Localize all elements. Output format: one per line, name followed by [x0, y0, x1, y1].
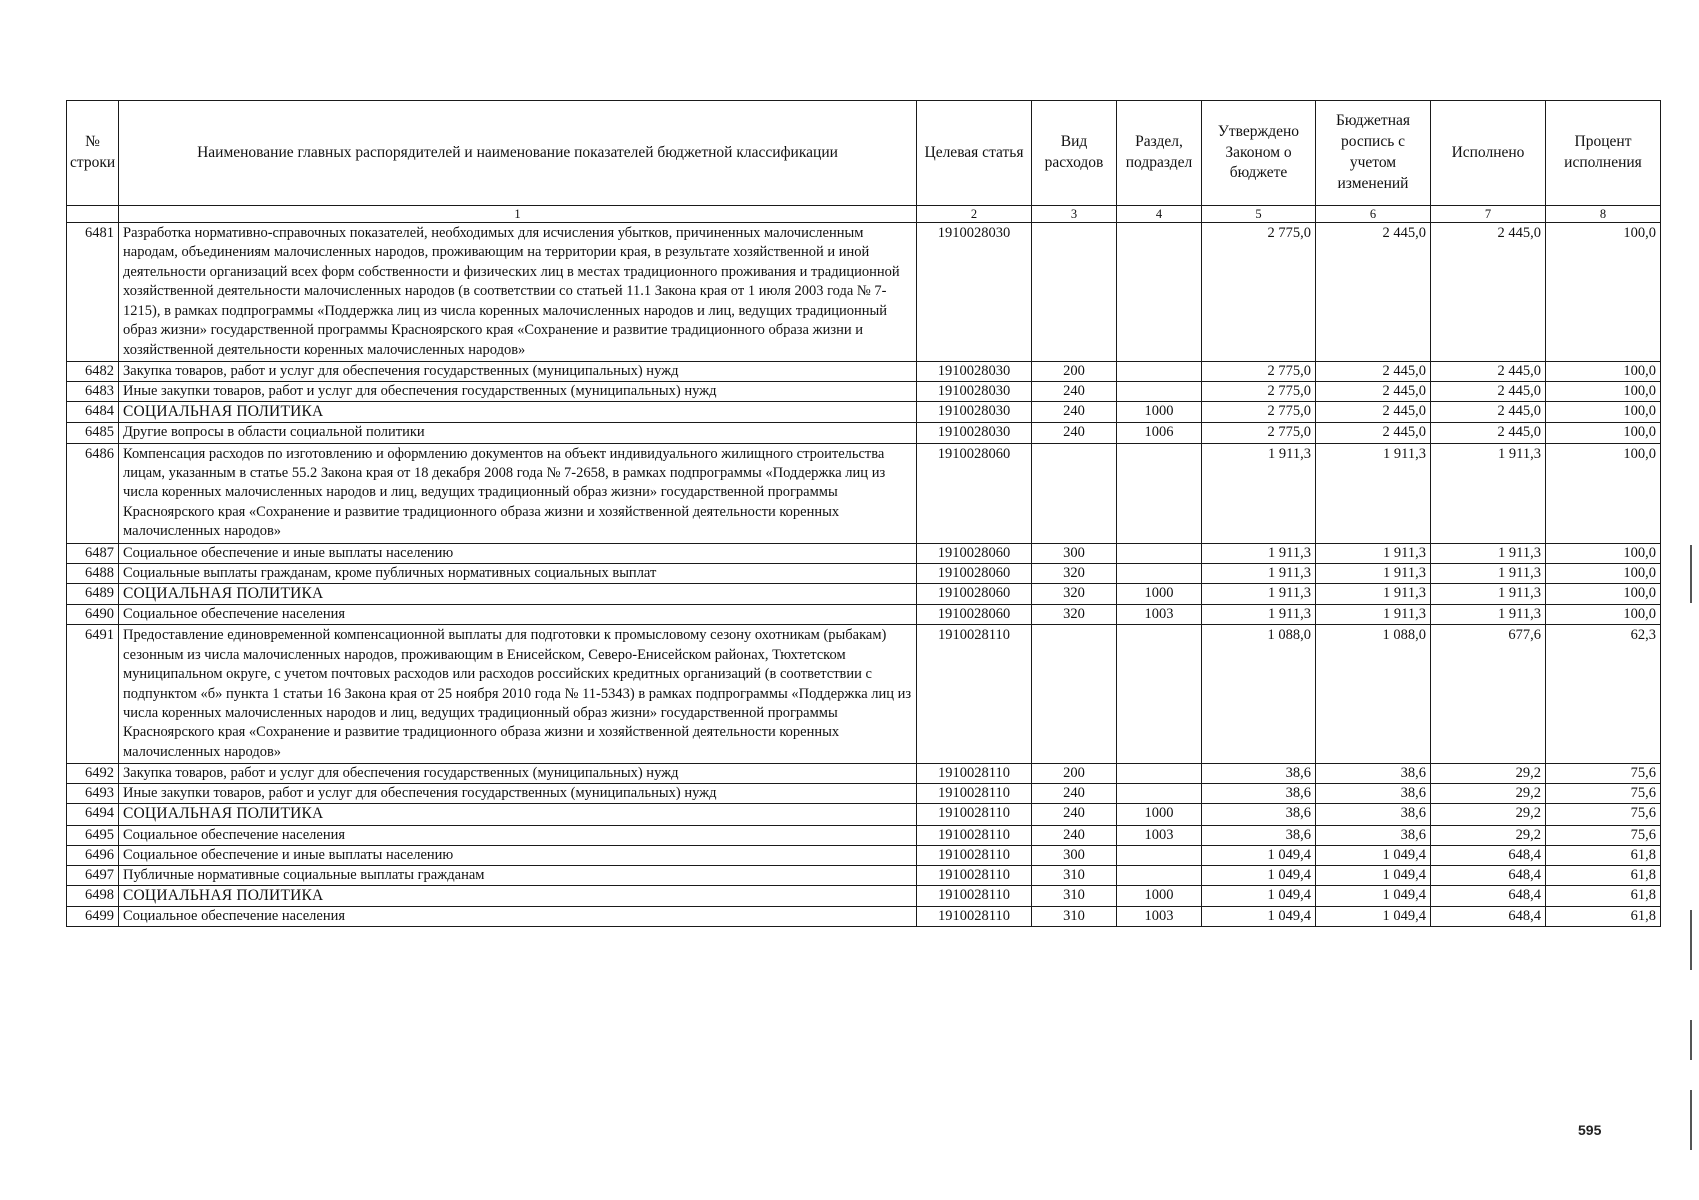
schedule-amount-cell: 1 049,4	[1316, 886, 1431, 907]
column-number: 4	[1117, 206, 1202, 223]
column-number: 7	[1431, 206, 1546, 223]
percent-cell: 75,6	[1546, 764, 1661, 784]
expense-kind-cell: 300	[1032, 845, 1117, 865]
row-name-cell: Социальное обеспечение и иные выплаты населению	[119, 543, 917, 563]
table-row	[67, 361, 1661, 381]
schedule-amount-cell: 1 911,3	[1316, 443, 1431, 543]
row-name-cell: Социальное обеспечение населения	[119, 907, 917, 927]
row-number-cell: 6484	[67, 402, 119, 423]
scan-edge-mark	[1690, 910, 1692, 970]
percent-cell: 100,0	[1546, 423, 1661, 443]
executed-amount-cell: 2 445,0	[1431, 361, 1546, 381]
header-percent: Процент исполнения	[1546, 101, 1661, 206]
budget-sheet	[66, 100, 1660, 927]
percent-cell: 100,0	[1546, 583, 1661, 604]
target-article-cell: 1910028110	[917, 804, 1032, 825]
column-number: 3	[1032, 206, 1117, 223]
table-row	[67, 625, 1661, 764]
section-cell: 1006	[1117, 423, 1202, 443]
header-row-number: № строки	[67, 101, 119, 206]
executed-amount-cell: 1 911,3	[1431, 605, 1546, 625]
percent-cell: 100,0	[1546, 382, 1661, 402]
row-number-cell: 6495	[67, 825, 119, 845]
column-number-row	[67, 206, 1661, 223]
table-body	[67, 223, 1661, 927]
percent-cell: 100,0	[1546, 563, 1661, 583]
schedule-amount-cell: 2 445,0	[1316, 361, 1431, 381]
scan-edge-mark	[1690, 545, 1692, 603]
percent-cell: 100,0	[1546, 402, 1661, 423]
schedule-amount-cell: 1 049,4	[1316, 865, 1431, 885]
approved-amount-cell: 1 049,4	[1202, 845, 1316, 865]
approved-amount-cell: 38,6	[1202, 825, 1316, 845]
table-row	[67, 583, 1661, 604]
column-number: 6	[1316, 206, 1431, 223]
section-cell	[1117, 563, 1202, 583]
table-row	[67, 563, 1661, 583]
column-number: 8	[1546, 206, 1661, 223]
row-name-cell: СОЦИАЛЬНАЯ ПОЛИТИКА	[119, 402, 917, 423]
row-number-cell: 6491	[67, 625, 119, 764]
row-name-cell: СОЦИАЛЬНАЯ ПОЛИТИКА	[119, 583, 917, 604]
section-cell: 1000	[1117, 804, 1202, 825]
percent-cell: 75,6	[1546, 784, 1661, 804]
schedule-amount-cell: 1 049,4	[1316, 845, 1431, 865]
section-cell	[1117, 361, 1202, 381]
schedule-amount-cell: 1 911,3	[1316, 583, 1431, 604]
percent-cell: 75,6	[1546, 825, 1661, 845]
target-article-cell: 1910028030	[917, 361, 1032, 381]
header-name: Наименование главных распорядителей и наименование показателей бюджетной классификации	[119, 101, 917, 206]
column-number: 5	[1202, 206, 1316, 223]
percent-cell: 100,0	[1546, 543, 1661, 563]
row-number-cell: 6490	[67, 605, 119, 625]
row-number-cell: 6494	[67, 804, 119, 825]
target-article-cell: 1910028060	[917, 443, 1032, 543]
row-name-cell: Социальное обеспечение и иные выплаты населению	[119, 845, 917, 865]
expense-kind-cell: 240	[1032, 825, 1117, 845]
row-name-cell: Иные закупки товаров, работ и услуг для обеспечения государственных (муниципальных) нужд	[119, 784, 917, 804]
table-row	[67, 845, 1661, 865]
row-number-cell: 6482	[67, 361, 119, 381]
target-article-cell: 1910028030	[917, 382, 1032, 402]
executed-amount-cell: 677,6	[1431, 625, 1546, 764]
row-name-cell: Компенсация расходов по изготовлению и оформлению документов на объект индивидуального жилищного строительства лицам, указанным в статье 55.2 Закона края от 18 декабря 2008 года № 7-2658, в рамках подпрограммы «Поддержка лиц из числа коренных малочисленных народов и лиц, ведущих традиционный образ жизни» государственной программы Красноярского края «Сохранение и развитие традиционного образа жизни и хозяйственной деятельности коренных малочисленных народов»	[119, 443, 917, 543]
row-name-cell: Предоставление единовременной компенсационной выплаты для подготовки к промысловому сезону охотникам (рыбакам) сезонным из числа малочисленных народов, проживающим в Енисейском, Северо-Енисейском районах, Тюхтетском муниципальном округе, с учетом почтовых расходов или расходов российских кредитных организаций (в соответствии с подпунктом «б» пункта 1 статьи 16 Закона края от 25 ноября 2010 года № 11-5343) в рамках подпрограммы «Поддержка лиц из числа коренных малочисленных народов и лиц, ведущих традиционный образ жизни» государственной программы Красноярского края «Сохранение и развитие традиционного образа жизни и хозяйственной деятельности коренных малочисленных народов»	[119, 625, 917, 764]
target-article-cell: 1910028110	[917, 784, 1032, 804]
percent-cell: 100,0	[1546, 223, 1661, 362]
section-cell	[1117, 443, 1202, 543]
target-article-cell: 1910028030	[917, 223, 1032, 362]
expense-kind-cell: 240	[1032, 402, 1117, 423]
header-approved: Утверждено Законом о бюджете	[1202, 101, 1316, 206]
expense-kind-cell: 240	[1032, 804, 1117, 825]
expense-kind-cell	[1032, 625, 1117, 764]
target-article-cell: 1910028030	[917, 402, 1032, 423]
target-article-cell: 1910028060	[917, 563, 1032, 583]
executed-amount-cell: 29,2	[1431, 784, 1546, 804]
row-name-cell: СОЦИАЛЬНАЯ ПОЛИТИКА	[119, 804, 917, 825]
target-article-cell: 1910028110	[917, 907, 1032, 927]
target-article-cell: 1910028060	[917, 543, 1032, 563]
schedule-amount-cell: 1 911,3	[1316, 543, 1431, 563]
section-cell: 1003	[1117, 825, 1202, 845]
expense-kind-cell: 310	[1032, 907, 1117, 927]
header-target-article: Целевая статья	[917, 101, 1032, 206]
expense-kind-cell: 240	[1032, 423, 1117, 443]
executed-amount-cell: 29,2	[1431, 764, 1546, 784]
schedule-amount-cell: 1 911,3	[1316, 563, 1431, 583]
schedule-amount-cell: 2 445,0	[1316, 423, 1431, 443]
approved-amount-cell: 2 775,0	[1202, 361, 1316, 381]
schedule-amount-cell: 38,6	[1316, 825, 1431, 845]
section-cell	[1117, 784, 1202, 804]
approved-amount-cell: 2 775,0	[1202, 223, 1316, 362]
executed-amount-cell: 2 445,0	[1431, 223, 1546, 362]
row-name-cell: Закупка товаров, работ и услуг для обеспечения государственных (муниципальных) нужд	[119, 361, 917, 381]
section-cell	[1117, 223, 1202, 362]
approved-amount-cell: 1 911,3	[1202, 443, 1316, 543]
header-budget-schedule: Бюджетная роспись с учетом изменений	[1316, 101, 1431, 206]
approved-amount-cell: 2 775,0	[1202, 423, 1316, 443]
percent-cell: 62,3	[1546, 625, 1661, 764]
table-row	[67, 382, 1661, 402]
target-article-cell: 1910028110	[917, 764, 1032, 784]
table-row	[67, 543, 1661, 563]
target-article-cell: 1910028030	[917, 423, 1032, 443]
row-number-cell: 6483	[67, 382, 119, 402]
percent-cell: 100,0	[1546, 443, 1661, 543]
row-number-cell: 6489	[67, 583, 119, 604]
expense-kind-cell: 240	[1032, 784, 1117, 804]
expense-kind-cell	[1032, 223, 1117, 362]
approved-amount-cell: 38,6	[1202, 764, 1316, 784]
row-number-cell: 6496	[67, 845, 119, 865]
table-row	[67, 443, 1661, 543]
row-number-cell: 6499	[67, 907, 119, 927]
target-article-cell: 1910028110	[917, 845, 1032, 865]
row-name-cell: Публичные нормативные социальные выплаты гражданам	[119, 865, 917, 885]
executed-amount-cell: 29,2	[1431, 825, 1546, 845]
expense-kind-cell: 200	[1032, 361, 1117, 381]
approved-amount-cell: 2 775,0	[1202, 382, 1316, 402]
expense-kind-cell: 300	[1032, 543, 1117, 563]
section-cell: 1003	[1117, 605, 1202, 625]
schedule-amount-cell: 1 911,3	[1316, 605, 1431, 625]
target-article-cell: 1910028110	[917, 865, 1032, 885]
row-number-cell: 6481	[67, 223, 119, 362]
table-row	[67, 865, 1661, 885]
table-row	[67, 605, 1661, 625]
executed-amount-cell: 2 445,0	[1431, 382, 1546, 402]
percent-cell: 100,0	[1546, 361, 1661, 381]
approved-amount-cell: 38,6	[1202, 804, 1316, 825]
approved-amount-cell: 1 049,4	[1202, 886, 1316, 907]
row-name-cell: Иные закупки товаров, работ и услуг для обеспечения государственных (муниципальных) нужд	[119, 382, 917, 402]
column-number: 2	[917, 206, 1032, 223]
schedule-amount-cell: 38,6	[1316, 804, 1431, 825]
expense-kind-cell: 310	[1032, 886, 1117, 907]
row-name-cell: Социальное обеспечение населения	[119, 605, 917, 625]
section-cell: 1000	[1117, 886, 1202, 907]
table-row	[67, 764, 1661, 784]
executed-amount-cell: 29,2	[1431, 804, 1546, 825]
header-executed: Исполнено	[1431, 101, 1546, 206]
row-number-cell: 6487	[67, 543, 119, 563]
header-expense-kind: Вид расходов	[1032, 101, 1117, 206]
executed-amount-cell: 648,4	[1431, 907, 1546, 927]
section-cell: 1003	[1117, 907, 1202, 927]
table-row	[67, 804, 1661, 825]
section-cell: 1000	[1117, 583, 1202, 604]
row-number-cell: 6493	[67, 784, 119, 804]
executed-amount-cell: 648,4	[1431, 886, 1546, 907]
target-article-cell: 1910028110	[917, 886, 1032, 907]
target-article-cell: 1910028060	[917, 605, 1032, 625]
row-name-cell: Разработка нормативно-справочных показателей, необходимых для исчисления убытков, причиненных малочисленным народам, объединениям малочисленных народов, проживающим на территории края, в результате хозяйственной и иной деятельности организаций всех форм собственности и физических лиц в местах традиционного проживания и традиционной хозяйственной деятельности малочисленных народов (в соответствии со статьей 11.1 Закона края от 1 июля 2003 года № 7-1215), в рамках подпрограммы «Поддержка лиц из числа коренных малочисленных народов и лиц, ведущих традиционный образ жизни» государственной программы Красноярского края «Сохранение и развитие традиционного образа жизни и хозяйственной деятельности коренных малочисленных народов»	[119, 223, 917, 362]
section-cell: 1000	[1117, 402, 1202, 423]
row-number-cell: 6497	[67, 865, 119, 885]
row-number-cell: 6492	[67, 764, 119, 784]
schedule-amount-cell: 38,6	[1316, 764, 1431, 784]
budget-execution-table	[66, 100, 1661, 927]
page-number: 595	[1578, 1122, 1602, 1138]
scan-edge-mark	[1690, 1020, 1692, 1060]
executed-amount-cell: 648,4	[1431, 845, 1546, 865]
expense-kind-cell: 320	[1032, 605, 1117, 625]
header-section: Раздел, подраздел	[1117, 101, 1202, 206]
approved-amount-cell: 1 911,3	[1202, 605, 1316, 625]
scan-edge-mark	[1690, 1090, 1692, 1150]
table-row	[67, 784, 1661, 804]
table-row	[67, 825, 1661, 845]
table-row	[67, 402, 1661, 423]
row-number-cell: 6488	[67, 563, 119, 583]
row-name-cell: Закупка товаров, работ и услуг для обеспечения государственных (муниципальных) нужд	[119, 764, 917, 784]
executed-amount-cell: 1 911,3	[1431, 543, 1546, 563]
schedule-amount-cell: 38,6	[1316, 784, 1431, 804]
approved-amount-cell: 1 049,4	[1202, 907, 1316, 927]
approved-amount-cell: 1 088,0	[1202, 625, 1316, 764]
row-name-cell: Социальное обеспечение населения	[119, 825, 917, 845]
header-row	[67, 101, 1661, 206]
table-row	[67, 907, 1661, 927]
row-number-cell: 6485	[67, 423, 119, 443]
approved-amount-cell: 38,6	[1202, 784, 1316, 804]
schedule-amount-cell: 1 049,4	[1316, 907, 1431, 927]
row-name-cell: Другие вопросы в области социальной политики	[119, 423, 917, 443]
table-row	[67, 423, 1661, 443]
table-header	[67, 101, 1661, 223]
table-row	[67, 886, 1661, 907]
schedule-amount-cell: 2 445,0	[1316, 382, 1431, 402]
percent-cell: 100,0	[1546, 605, 1661, 625]
executed-amount-cell: 1 911,3	[1431, 583, 1546, 604]
executed-amount-cell: 1 911,3	[1431, 563, 1546, 583]
section-cell	[1117, 382, 1202, 402]
expense-kind-cell: 240	[1032, 382, 1117, 402]
percent-cell: 61,8	[1546, 845, 1661, 865]
section-cell	[1117, 845, 1202, 865]
target-article-cell: 1910028060	[917, 583, 1032, 604]
percent-cell: 61,8	[1546, 865, 1661, 885]
row-name-cell: СОЦИАЛЬНАЯ ПОЛИТИКА	[119, 886, 917, 907]
section-cell	[1117, 865, 1202, 885]
expense-kind-cell: 320	[1032, 583, 1117, 604]
approved-amount-cell: 1 911,3	[1202, 543, 1316, 563]
section-cell	[1117, 625, 1202, 764]
approved-amount-cell: 1 911,3	[1202, 563, 1316, 583]
executed-amount-cell: 648,4	[1431, 865, 1546, 885]
schedule-amount-cell: 2 445,0	[1316, 223, 1431, 362]
approved-amount-cell: 1 911,3	[1202, 583, 1316, 604]
expense-kind-cell: 200	[1032, 764, 1117, 784]
section-cell	[1117, 764, 1202, 784]
section-cell	[1117, 543, 1202, 563]
row-number-cell: 6498	[67, 886, 119, 907]
table-row	[67, 223, 1661, 362]
column-number-empty	[67, 206, 119, 223]
approved-amount-cell: 2 775,0	[1202, 402, 1316, 423]
expense-kind-cell	[1032, 443, 1117, 543]
expense-kind-cell: 320	[1032, 563, 1117, 583]
percent-cell: 61,8	[1546, 907, 1661, 927]
schedule-amount-cell: 2 445,0	[1316, 402, 1431, 423]
row-name-cell: Социальные выплаты гражданам, кроме публичных нормативных социальных выплат	[119, 563, 917, 583]
column-number: 1	[119, 206, 917, 223]
executed-amount-cell: 2 445,0	[1431, 423, 1546, 443]
schedule-amount-cell: 1 088,0	[1316, 625, 1431, 764]
percent-cell: 61,8	[1546, 886, 1661, 907]
executed-amount-cell: 2 445,0	[1431, 402, 1546, 423]
executed-amount-cell: 1 911,3	[1431, 443, 1546, 543]
row-number-cell: 6486	[67, 443, 119, 543]
approved-amount-cell: 1 049,4	[1202, 865, 1316, 885]
target-article-cell: 1910028110	[917, 825, 1032, 845]
percent-cell: 75,6	[1546, 804, 1661, 825]
expense-kind-cell: 310	[1032, 865, 1117, 885]
target-article-cell: 1910028110	[917, 625, 1032, 764]
